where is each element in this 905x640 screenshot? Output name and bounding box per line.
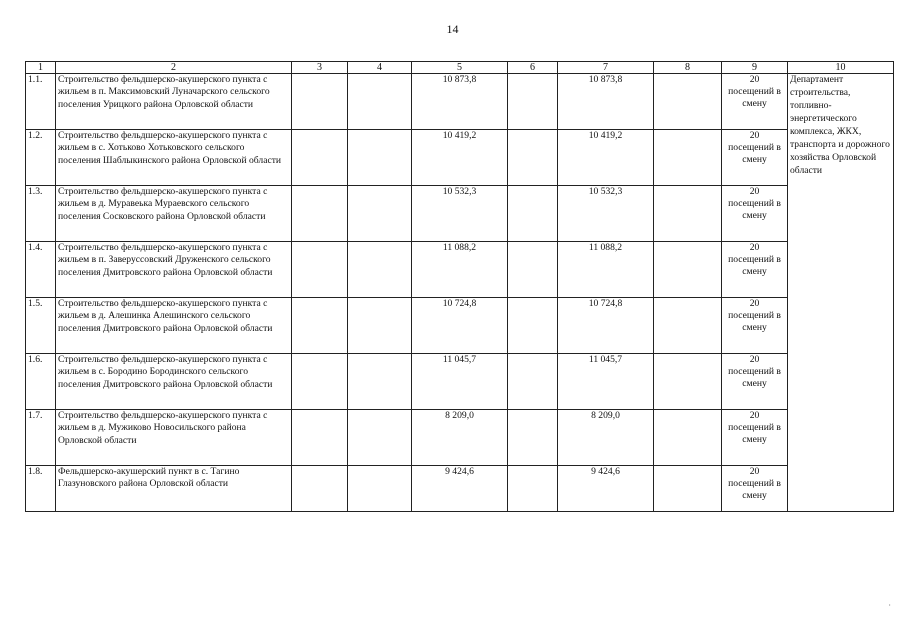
row-number: 1.6. — [26, 354, 56, 410]
cell-col-5: 10 419,2 — [412, 130, 508, 186]
cell-col-3 — [292, 410, 348, 466]
cell-visits — [722, 410, 788, 466]
cell-col-4 — [348, 74, 412, 130]
cell-col-4 — [348, 186, 412, 242]
cell-col-8 — [654, 74, 722, 130]
table-row — [26, 466, 894, 512]
header-row — [26, 62, 894, 74]
cell-col-7: 10 873,8 — [558, 74, 654, 130]
row-name: Строительство фельдшерско-акушерского пункта с жильем в с. Хотьково Хотьковского сельского поселения Шаблыкинского района Орловской области — [56, 130, 292, 186]
visits-unit: посещений в смену — [728, 85, 781, 109]
cell-visits — [722, 74, 788, 130]
col-header-5: 5 — [412, 62, 508, 74]
row-number: 1.3. — [26, 186, 56, 242]
table-row — [26, 74, 894, 130]
row-name: Строительство фельдшерско-акушерского пункта с жильем в д. Муравеька Мураевского сельского поселения Сосковского района Орловской области — [56, 186, 292, 242]
cell-col-4 — [348, 298, 412, 354]
cell-col-7: 11 045,7 — [558, 354, 654, 410]
cell-col-4 — [348, 130, 412, 186]
cell-col-3 — [292, 298, 348, 354]
cell-col-7: 10 724,8 — [558, 298, 654, 354]
row-number: 1.7. — [26, 410, 56, 466]
cell-col-8 — [654, 410, 722, 466]
visits-count: 20 — [749, 242, 760, 253]
data-table — [25, 61, 894, 512]
col-header-7: 7 — [558, 62, 654, 74]
cell-visits — [722, 130, 788, 186]
cell-col-5: 8 209,0 — [412, 410, 508, 466]
row-name: Строительство фельдшерско-акушерского пункта с жильем в д. Алешинка Алешинского сельского поселения Дмитровского района Орловской области — [56, 298, 292, 354]
cell-col-3 — [292, 354, 348, 410]
table-row — [26, 186, 894, 242]
row-number: 1.2. — [26, 130, 56, 186]
col-header-2: 2 — [56, 62, 292, 74]
cell-col-8 — [654, 298, 722, 354]
cell-col-7: 9 424,6 — [558, 466, 654, 512]
cell-col-4 — [348, 354, 412, 410]
visits-count: 20 — [749, 298, 760, 309]
cell-col-6 — [508, 74, 558, 130]
cell-col-7: 10 532,3 — [558, 186, 654, 242]
row-name: Строительство фельдшерско-акушерского пункта с жильем в п. Заверуссовский Друженского сельского поселения Дмитровского района Орловской области — [56, 242, 292, 298]
page-number: 14 — [446, 22, 459, 36]
cell-col-6 — [508, 298, 558, 354]
cell-col-6 — [508, 242, 558, 298]
col-header-9: 9 — [722, 62, 788, 74]
row-number: 1.4. — [26, 242, 56, 298]
cell-col-6 — [508, 466, 558, 512]
table-row — [26, 354, 894, 410]
table-body — [26, 74, 894, 512]
cell-visits — [722, 466, 788, 512]
visits-unit: посещений в смену — [728, 253, 781, 277]
row-number: 1.1. — [26, 74, 56, 130]
visits-unit: посещений в смену — [728, 141, 781, 165]
cell-col-5: 10 532,3 — [412, 186, 508, 242]
cell-col-6 — [508, 186, 558, 242]
row-name: Строительство фельдшерско-акушерского пункта с жильем в д. Мужиково Новосильского района Орловской области — [56, 410, 292, 466]
cell-col-3 — [292, 466, 348, 512]
cell-col-8 — [654, 242, 722, 298]
cell-col-4 — [348, 242, 412, 298]
cell-col-5: 11 088,2 — [412, 242, 508, 298]
visits-unit: посещений в смену — [728, 365, 781, 389]
cell-col-3 — [292, 186, 348, 242]
cell-col-5: 10 873,8 — [412, 74, 508, 130]
row-number: 1.8. — [26, 466, 56, 512]
cell-visits — [722, 298, 788, 354]
visits-unit: посещений в смену — [728, 421, 781, 445]
cell-col-4 — [348, 410, 412, 466]
col-header-1: 1 — [26, 62, 56, 74]
cell-col-6 — [508, 410, 558, 466]
cell-col-8 — [654, 130, 722, 186]
row-name: Фельдшерско-акушерский пункт в с. Тагино Глазуновского района Орловской области — [56, 466, 292, 512]
cell-col-8 — [654, 354, 722, 410]
cell-col-4 — [348, 466, 412, 512]
visits-count: 20 — [749, 186, 760, 197]
col-header-3: 3 — [292, 62, 348, 74]
table-row — [26, 242, 894, 298]
scan-mark: · — [888, 601, 891, 610]
table-row — [26, 410, 894, 466]
col-header-10: 10 — [788, 62, 894, 74]
visits-count: 20 — [749, 130, 760, 141]
visits-unit: посещений в смену — [728, 309, 781, 333]
cell-col-7: 11 088,2 — [558, 242, 654, 298]
col-header-4: 4 — [348, 62, 412, 74]
cell-col-3 — [292, 74, 348, 130]
cell-col-7: 8 209,0 — [558, 410, 654, 466]
cell-col-5: 9 424,6 — [412, 466, 508, 512]
cell-col-8 — [654, 186, 722, 242]
visits-count: 20 — [749, 354, 760, 365]
visits-count: 20 — [749, 466, 760, 477]
cell-col-8 — [654, 466, 722, 512]
cell-col-5: 10 724,8 — [412, 298, 508, 354]
cell-visits — [722, 354, 788, 410]
cell-col-7: 10 419,2 — [558, 130, 654, 186]
row-name: Строительство фельдшерско-акушерского пункта с жильем в с. Бородино Бородинского сельского поселения Дмитровского района Орловской области — [56, 354, 292, 410]
visits-count: 20 — [749, 74, 760, 85]
cell-col-5: 11 045,7 — [412, 354, 508, 410]
col-header-8: 8 — [654, 62, 722, 74]
visits-unit: посещений в смену — [728, 477, 781, 501]
cell-department: Департамент строительства, топливно-энергетического комплекса, ЖКХ, транспорта и дорожного хозяйства Орловской области — [788, 74, 894, 512]
visits-unit: посещений в смену — [728, 197, 781, 221]
row-number: 1.5. — [26, 298, 56, 354]
table-row — [26, 130, 894, 186]
cell-col-3 — [292, 130, 348, 186]
row-name: Строительство фельдшерско-акушерского пункта с жильем в п. Максимовский Луначарского сельского поселения Урицкого района Орловской области — [56, 74, 292, 130]
cell-col-6 — [508, 354, 558, 410]
cell-visits — [722, 186, 788, 242]
visits-count: 20 — [749, 410, 760, 421]
cell-visits — [722, 242, 788, 298]
cell-col-6 — [508, 130, 558, 186]
table-row — [26, 298, 894, 354]
col-header-6: 6 — [508, 62, 558, 74]
cell-col-3 — [292, 242, 348, 298]
